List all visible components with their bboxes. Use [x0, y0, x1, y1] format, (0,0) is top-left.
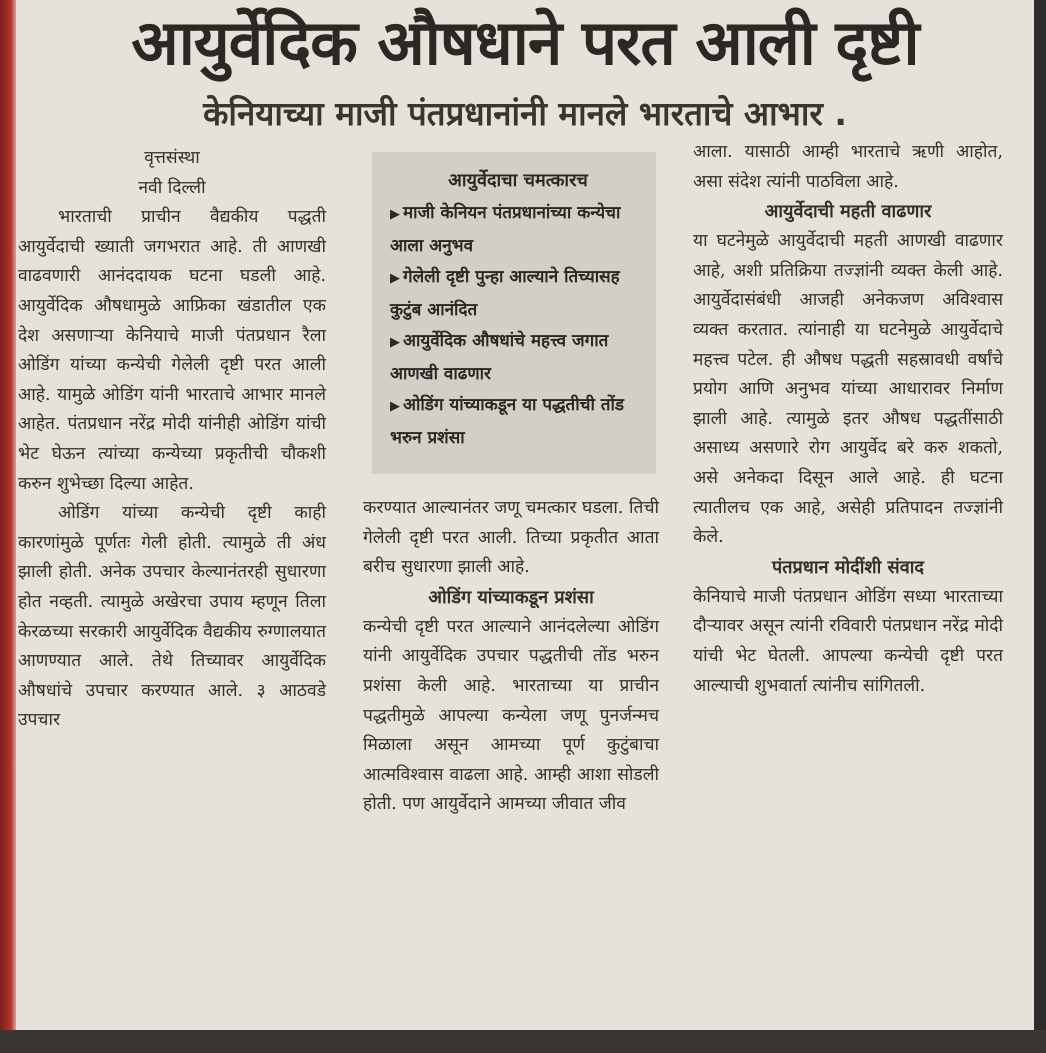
paragraph: केनियाचे माजी पंतप्रधान ओडिंग सध्या भारताच्या दौऱ्यावर असून त्यांनी रविवारी पंतप्रधान नरेंद्र मोदी यांची भेट घेतली. आपल्या कन्येची दृष्टी परत आल्याची शुभवार्ता त्यांनीच सांगितली.	[693, 586, 1003, 696]
headline: आयुर्वेदिक औषधाने परत आली दृष्टी	[131, 6, 919, 79]
highlight-item	[390, 198, 646, 262]
column-1	[18, 144, 326, 736]
highlight-item	[390, 326, 646, 390]
subheading: पंतप्रधान मोदींशी संवाद	[772, 556, 924, 578]
source-credit: वृत्तसंस्था	[144, 148, 200, 168]
highlight-box-title: आयुर्वेदाचा चमत्कारच	[448, 170, 588, 191]
highlight-item	[390, 262, 646, 326]
column-3	[693, 138, 1003, 701]
paragraph: कन्येची दृष्टी परत आल्याने आनंदलेल्या ओडिंग यांनी आयुर्वेदिक उपचार पद्धतीची तोंड भरुन प्रशंसा केली आहे. भारताच्या या प्राचीन पद्धतीमुळे आपल्या कन्येला जणू पुनर्जन्मच मिळाला असून आमच्या पूर्ण कुटुंबाचा आत्मविश्वास वाढला आहे. आम्ही आशा सोडली होती. पण आयुर्वेदाने आमच्या जीवात जीव	[363, 616, 659, 815]
triangle-right-icon: ▶	[390, 399, 400, 414]
highlight-box	[372, 152, 656, 474]
triangle-right-icon: ▶	[390, 271, 400, 286]
highlight-item-text: माजी केनियन पंतप्रधानांच्या कन्येचा आला अनुभव	[390, 203, 621, 256]
newspaper-clipping	[16, 0, 1034, 1030]
paragraph: या घटनेमुळे आयुर्वेदाची महती आणखी वाढणार आहे, अशी प्रतिक्रिया तज्ज्ञांनी व्यक्त केली आहे. आयुर्वेदासंबंधी आजही अनेकजण अविश्वास व्यक्त करतात. त्यांनाही या घटनेमुळे आयुर्वेदाचे महत्त्व पटेल. ही औषध पद्धती सहस्रावधी वर्षांचे प्रयोग आणि अनुभव यांच्या आधारावर निर्माण झाली आहे. त्यामुळे इतर औषध पद्धतींसाठी असाध्य असणारे रोग आयुर्वेद बरे करु शकतो, असे अनेकदा दिसून आले आहे. ही घटना त्यातीलच एक आहे, असेही प्रतिपादन तज्ज्ञांनी केले.	[693, 231, 1003, 548]
paragraph: ओडिंग यांच्या कन्येची दृष्टी काही कारणांमुळे पूर्णतः गेली होती. त्यामुळे ती अंध झाली होती. अनेक उपचार केल्यानंतरही सुधारणा होत नव्हती. त्यामुळे अखेरचा उपाय म्हणून तिला केरळच्या सरकारी आयुर्वेदिक वैद्यकीय रुग्णालयात आणण्यात आले. तेथे तिच्यावर आयुर्वेदिक औषधांचे उपचार करण्यात आले. ३ आठवडे उपचार	[18, 503, 326, 731]
highlight-item-text: ओडिंग यांच्याकडून या पद्धतीची तोंड भरुन प्रशंसा	[390, 395, 624, 448]
subheading: आयुर्वेदाची महती वाढणार	[764, 201, 932, 223]
paragraph: आला. यासाठी आम्ही भारताचे ऋणी आहोत, असा संदेश त्यांनी पाठविला आहे.	[693, 142, 1003, 192]
paragraph: करण्यात आल्यानंतर जणू चमत्कार घडला. तिची गेलेली दृष्टी परत आली. तिच्या प्रकृतीत आता बरीच सुधारणा झाली आहे.	[363, 498, 659, 578]
highlight-item	[390, 390, 646, 454]
triangle-right-icon: ▶	[390, 335, 400, 350]
background-surface	[0, 1030, 1046, 1053]
highlight-item-text: आयुर्वेदिक औषधांचे महत्त्व जगात आणखी वाढणार	[390, 331, 609, 384]
subheadline: केनियाच्या माजी पंतप्रधानांनी मानले भारताचे आभार .	[203, 94, 847, 133]
triangle-right-icon: ▶	[390, 207, 400, 222]
paragraph: भारताची प्राचीन वैद्यकीय पद्धती आयुर्वेदाची ख्याती जगभरात आहे. ती आणखी वाढवणारी आनंददायक घटना घडली आहे. आयुर्वेदिक औषधामुळे आफ्रिका खंडातील एक देश असणाऱ्या केनियाचे माजी पंतप्रधान रैला ओडिंग यांच्या कन्येची गेलेली दृष्टी परत आली आहे. यामुळे ओडिंग यांनी भारताचे आभार मानले आहेत. पंतप्रधान नरेंद्र मोदी यांनीही ओडिंग यांची भेट घेऊन त्यांच्या कन्येच्या प्रकृतीची चौकशी करुन शुभेच्छा दिल्या आहेत.	[18, 207, 326, 494]
subheading: ओडिंग यांच्याकडून प्रशंसा	[428, 586, 594, 608]
column-2	[363, 494, 659, 820]
highlight-item-text: गेलेली दृष्टी पुन्हा आल्याने तिच्यासह कुटुंब आनंदित	[390, 267, 620, 320]
dateline-location: नवी दिल्ली	[138, 177, 206, 198]
